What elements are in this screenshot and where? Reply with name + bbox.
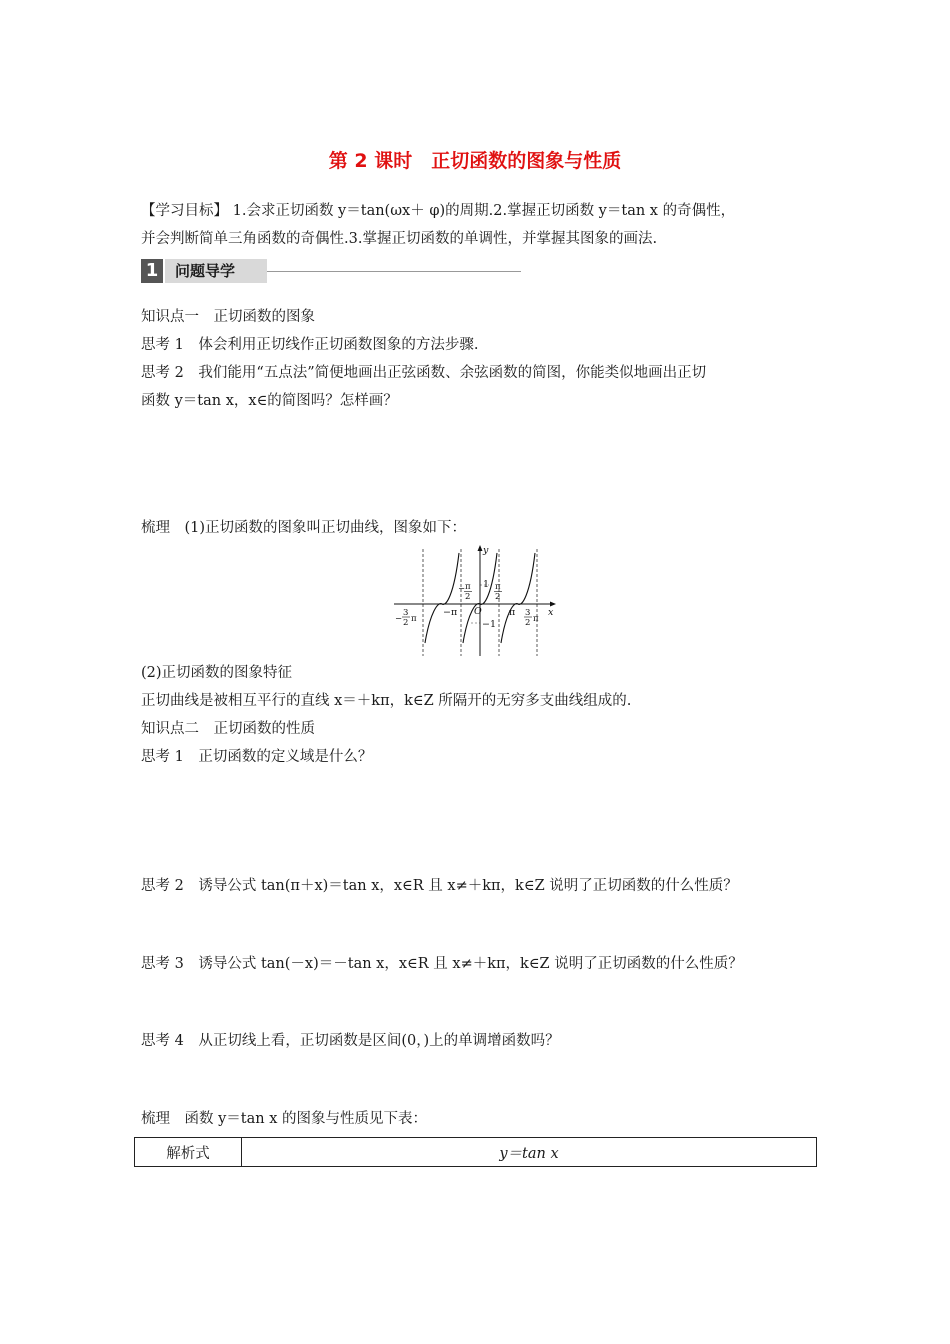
- page-title: 第 2 课时 正切函数的图象与性质: [328, 150, 622, 172]
- kp2-think-2: 思考 2 诱导公式 tan(π＋x)＝tan x，x∈R 且 x≠＋kπ，k∈Z 说明了正切函数的什么性质？: [141, 878, 738, 894]
- learning-objectives-line-1: 【学习目标】 1.会求正切函数 y＝tan(ωx＋ φ)的周期.2.掌握正切函数 y＝tan x 的奇偶性，: [141, 203, 736, 219]
- y-axis-label: y: [483, 545, 489, 556]
- origin-label: O: [474, 606, 482, 617]
- tangent-branch-right: [501, 553, 535, 643]
- x-axis-label: x: [548, 607, 554, 618]
- svg-text:3: 3: [525, 608, 531, 618]
- kp1-think-1: 思考 1 体会利用正切线作正切函数图象的方法步骤.: [141, 337, 479, 353]
- svg-text:3: 3: [403, 608, 409, 618]
- kp1-heading: 知识点一 正切函数的图象: [141, 309, 315, 325]
- properties-table: [134, 1137, 817, 1167]
- section-number: 1: [141, 259, 163, 283]
- kp1-think-2-line-2: 函数 y＝tan x，x∈的简图吗？怎样画？: [141, 393, 398, 409]
- section-label: 问题导学: [165, 259, 267, 283]
- kp2-heading: 知识点二 正切函数的性质: [141, 721, 315, 737]
- svg-text:−: −: [458, 584, 466, 594]
- tick-label-one: 1: [483, 579, 490, 590]
- svg-text:π: π: [495, 582, 501, 592]
- tangent-branch-left: [425, 553, 459, 643]
- section-header: [141, 259, 521, 283]
- tick-label-neg-3half-pi: [395, 608, 417, 628]
- tick-label-pi: π: [509, 607, 516, 618]
- svg-text:2: 2: [403, 618, 409, 628]
- tick-label-neg-pi: −π: [443, 607, 458, 618]
- kp1-think-2-line-1: 思考 2 我们能用“五点法”简便地画出正弦函数、余弦函数的简图，你能类似地画出正切: [141, 365, 707, 381]
- kp1-summary-1: 梳理 (1)正切函数的图象叫正切曲线，图象如下：: [141, 520, 467, 536]
- table-header-label: 解析式: [135, 1138, 242, 1167]
- svg-text:2: 2: [525, 618, 531, 628]
- kp2-summary: 梳理 函数 y＝tan x 的图象与性质见下表：: [141, 1111, 428, 1127]
- kp2-think-1: 思考 1 正切函数的定义域是什么？: [141, 749, 373, 765]
- svg-text:2: 2: [495, 592, 501, 602]
- tick-label-neg-half-pi: [458, 582, 472, 602]
- tick-label-neg-one: −1: [482, 619, 497, 630]
- kp2-think-4: 思考 4 从正切线上看，正切函数是区间(0，)上的单调增函数吗？: [141, 1033, 560, 1049]
- svg-text:2: 2: [465, 592, 471, 602]
- learning-objectives-line-2: 并会判断简单三角函数的奇偶性.3.掌握正切函数的单调性，并掌握其图象的画法.: [141, 231, 658, 247]
- table-row: [135, 1138, 817, 1167]
- table-header-value: y＝tan x: [242, 1138, 817, 1167]
- tangent-curve-graph: [390, 543, 560, 659]
- kp1-summary-3: 正切曲线是被相互平行的直线 x＝＋kπ，k∈Z 所隔开的无穷多支曲线组成的.: [141, 693, 632, 709]
- svg-text:−: −: [395, 614, 403, 624]
- svg-text:π: π: [533, 614, 539, 624]
- kp1-summary-2: (2)正切函数的图象特征: [141, 665, 293, 681]
- svg-text:π: π: [411, 614, 417, 624]
- section-divider: [267, 271, 521, 272]
- kp2-think-3: 思考 3 诱导公式 tan(－x)＝－tan x，x∈R 且 x≠＋kπ，k∈Z 说明了正切函数的什么性质？: [141, 956, 743, 972]
- tick-label-half-pi: [494, 582, 502, 602]
- svg-text:π: π: [465, 582, 471, 592]
